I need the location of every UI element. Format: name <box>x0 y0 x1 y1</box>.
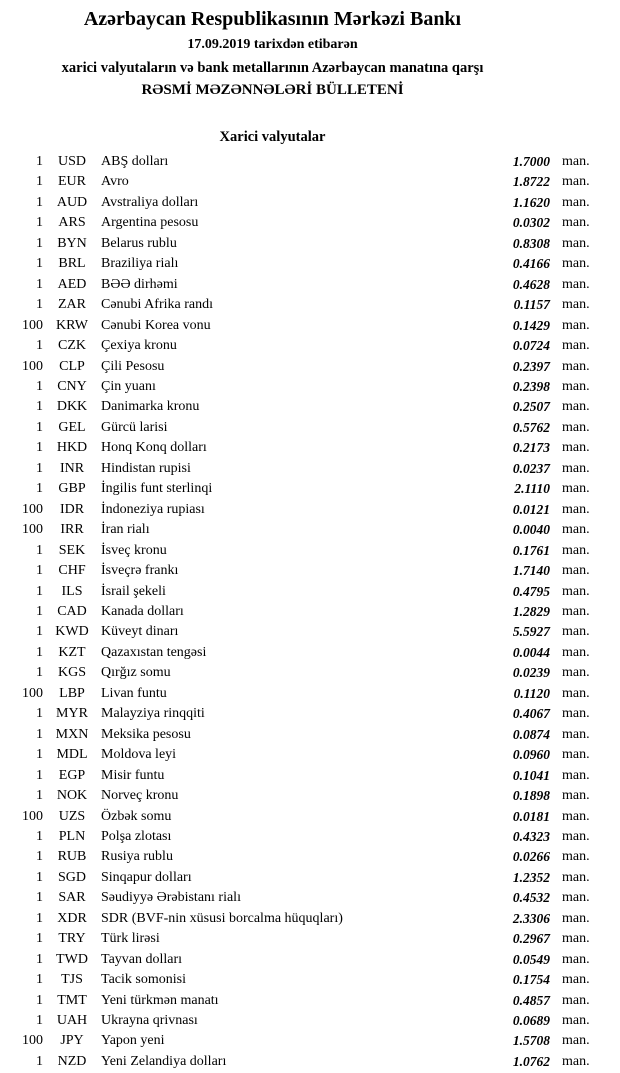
currency-quantity: 1 <box>36 215 43 231</box>
unit-label: man. <box>562 460 590 476</box>
unit-label: man. <box>562 951 590 967</box>
currency-name: Yapon yeni <box>101 1033 165 1049</box>
currency-code: MDL <box>56 747 88 763</box>
currency-name: Gürcü larisi <box>101 419 168 435</box>
currency-code: USD <box>57 154 86 169</box>
currency-code: AED <box>57 276 87 292</box>
exchange-rate: 1.2352 <box>512 869 550 885</box>
currency-name: Kanada dolları <box>101 603 184 619</box>
table-row <box>0 172 620 192</box>
table-row <box>0 1052 620 1072</box>
table-row <box>0 950 620 970</box>
currency-rates-table <box>0 152 620 1072</box>
currency-name: Yeni Zelandiya dolları <box>101 1053 227 1069</box>
currency-quantity: 1 <box>36 644 43 660</box>
unit-label: man. <box>562 358 590 374</box>
exchange-rate: 0.1754 <box>512 972 550 988</box>
exchange-rate: 1.8722 <box>512 174 550 190</box>
table-row <box>0 377 620 397</box>
unit-label: man. <box>562 685 590 701</box>
exchange-rate: 1.0762 <box>512 1053 550 1069</box>
currency-name: Tayvan dolları <box>101 951 183 967</box>
table-row <box>0 704 620 724</box>
exchange-rate: 0.0044 <box>512 644 550 660</box>
table-row <box>0 684 620 704</box>
table-row <box>0 663 620 683</box>
currency-name: Çili Pesosu <box>101 358 165 374</box>
currency-name: Sinqapur dolları <box>101 869 192 885</box>
unit-label: man. <box>562 501 590 517</box>
currency-name: Səudiyyə Ərəbistanı rialı <box>101 890 241 906</box>
unit-label: man. <box>562 378 590 394</box>
currency-code: CZK <box>58 338 86 354</box>
table-row <box>0 643 620 663</box>
currency-quantity: 1 <box>36 767 43 783</box>
unit-label: man. <box>562 256 590 272</box>
currency-code: NZD <box>57 1053 87 1069</box>
unit-label: man. <box>562 828 590 844</box>
table-row <box>0 786 620 806</box>
currency-code: XDR <box>57 910 87 926</box>
currency-quantity: 1 <box>36 276 43 292</box>
unit-label: man. <box>562 706 590 722</box>
table-row <box>0 234 620 254</box>
currency-code: KWD <box>55 624 89 640</box>
currency-code: HKD <box>56 440 88 456</box>
exchange-rate: 0.0549 <box>512 951 550 967</box>
table-row <box>0 479 620 499</box>
currency-code: ILS <box>61 583 83 599</box>
currency-code: LBP <box>59 685 85 701</box>
currency-name: Malayziya rinqqiti <box>101 706 205 722</box>
currency-code: ZAR <box>58 297 86 313</box>
table-row <box>0 602 620 622</box>
exchange-rate: 0.0040 <box>512 522 550 538</box>
exchange-rate: 1.7000 <box>512 154 550 169</box>
table-row <box>0 622 620 642</box>
unit-label: man. <box>562 931 590 947</box>
currency-quantity: 1 <box>36 747 43 763</box>
exchange-rate: 0.4067 <box>512 706 550 722</box>
currency-code: SGD <box>57 869 86 885</box>
currency-name: Qazaxıstan tengəsi <box>101 644 207 660</box>
currency-quantity: 100 <box>22 808 43 824</box>
exchange-rate: 0.1429 <box>512 317 550 333</box>
currency-quantity: 1 <box>36 624 43 640</box>
currency-name: Belarus rublu <box>101 235 177 251</box>
unit-label: man. <box>562 1033 590 1049</box>
unit-label: man. <box>562 194 590 210</box>
currency-code: MXN <box>55 726 89 742</box>
currency-quantity: 1 <box>36 419 43 435</box>
currency-quantity: 1 <box>36 399 43 415</box>
currency-name: Hindistan rupisi <box>101 460 191 476</box>
currency-quantity: 1 <box>36 706 43 722</box>
currency-code: CLP <box>59 358 85 374</box>
currency-quantity: 1 <box>36 378 43 394</box>
currency-name: İsrail şekeli <box>101 583 166 599</box>
table-row <box>0 193 620 213</box>
unit-label: man. <box>562 297 590 313</box>
currency-quantity: 1 <box>36 1053 43 1069</box>
exchange-rate: 0.2173 <box>512 440 550 456</box>
table-row <box>0 541 620 561</box>
currency-quantity: 1 <box>36 665 43 681</box>
currency-quantity: 1 <box>36 460 43 476</box>
currency-quantity: 1 <box>36 992 43 1008</box>
currency-quantity: 1 <box>36 726 43 742</box>
exchange-rate: 0.2967 <box>512 931 550 947</box>
currency-quantity: 1 <box>36 931 43 947</box>
table-row <box>0 929 620 949</box>
bank-name-title: Azərbaycan Respublikasının Mərkəzi Bankı <box>83 8 462 30</box>
currency-code: GBP <box>58 481 86 497</box>
table-row <box>0 152 620 172</box>
currency-code: BRL <box>58 256 86 272</box>
currency-quantity: 1 <box>36 235 43 251</box>
currency-quantity: 1 <box>36 890 43 906</box>
currency-name: Moldova leyi <box>101 747 177 763</box>
currency-quantity: 1 <box>36 297 43 313</box>
exchange-rate: 0.5762 <box>512 419 550 435</box>
unit-label: man. <box>562 154 590 169</box>
currency-name: İsveçrə frankı <box>101 563 179 579</box>
currency-name: Braziliya rialı <box>101 256 179 272</box>
table-row <box>0 745 620 765</box>
table-row <box>0 582 620 602</box>
currency-code: PLN <box>58 828 86 844</box>
currency-code: RUB <box>57 849 87 865</box>
currency-name: İsveç kronu <box>101 542 167 558</box>
exchange-rate: 1.5708 <box>512 1033 550 1049</box>
unit-label: man. <box>562 624 590 640</box>
unit-label: man. <box>562 747 590 763</box>
table-row <box>0 561 620 581</box>
exchange-rate: 2.1110 <box>514 481 550 497</box>
exchange-rate: 0.0302 <box>512 215 550 231</box>
currency-quantity: 1 <box>36 828 43 844</box>
currency-quantity: 1 <box>36 542 43 558</box>
currency-code: IRR <box>60 522 84 538</box>
exchange-rate: 0.0239 <box>512 665 550 681</box>
currency-name: Livan funtu <box>101 685 167 701</box>
currency-quantity: 100 <box>22 317 43 333</box>
unit-label: man. <box>562 665 590 681</box>
exchange-rate: 0.4323 <box>512 828 550 844</box>
exchange-rate: 0.4628 <box>512 276 550 292</box>
currency-name: Özbək somu <box>101 808 172 824</box>
bulletin-subtitle: xarici valyutaların və bank metallarının Azərbaycan manatına qarşı <box>61 60 484 76</box>
currency-name: İngilis funt sterlinqi <box>101 481 213 497</box>
exchange-rate: 0.0121 <box>512 501 550 517</box>
bulletin-title: RƏSMİ MƏZƏNNƏLƏRİ BÜLLETENİ <box>141 82 404 98</box>
table-row <box>0 1011 620 1031</box>
currency-name: Çexiya kronu <box>101 338 177 354</box>
unit-label: man. <box>562 603 590 619</box>
unit-label: man. <box>562 235 590 251</box>
table-row <box>0 295 620 315</box>
currency-name: Honq Konq dolları <box>101 440 207 456</box>
currency-quantity: 1 <box>36 972 43 988</box>
table-row <box>0 418 620 438</box>
currency-quantity: 100 <box>22 1033 43 1049</box>
currency-name: Küveyt dinarı <box>101 624 179 640</box>
currency-name: ABŞ dolları <box>101 154 169 169</box>
currency-quantity: 1 <box>36 174 43 190</box>
currency-quantity: 100 <box>22 522 43 538</box>
bulletin-header <box>0 0 545 99</box>
currency-code: DKK <box>56 399 88 415</box>
unit-label: man. <box>562 1053 590 1069</box>
currency-name: Rusiya rublu <box>101 849 173 865</box>
currency-code: ARS <box>58 215 86 231</box>
currency-code: MYR <box>56 706 88 722</box>
currency-code: KGS <box>57 665 86 681</box>
exchange-rate: 0.1761 <box>512 542 550 558</box>
table-row <box>0 807 620 827</box>
unit-label: man. <box>562 174 590 190</box>
exchange-rate: 0.1898 <box>512 788 550 804</box>
currency-name: Danimarka kronu <box>101 399 200 415</box>
currency-code: CHF <box>58 563 86 579</box>
currency-name: Avstraliya dolları <box>101 194 199 210</box>
exchange-rate: 1.1620 <box>512 194 550 210</box>
unit-label: man. <box>562 276 590 292</box>
currency-quantity: 1 <box>36 788 43 804</box>
table-row <box>0 336 620 356</box>
currency-code: KZT <box>58 644 86 660</box>
currency-name: İran rialı <box>101 522 150 538</box>
unit-label: man. <box>562 215 590 231</box>
currency-code: KRW <box>56 317 88 333</box>
unit-label: man. <box>562 808 590 824</box>
currency-code: TRY <box>58 931 86 947</box>
currency-quantity: 1 <box>36 603 43 619</box>
currency-code: JPY <box>60 1033 84 1049</box>
unit-label: man. <box>562 338 590 354</box>
unit-label: man. <box>562 399 590 415</box>
currency-code: SAR <box>58 890 86 906</box>
table-row <box>0 357 620 377</box>
unit-label: man. <box>562 972 590 988</box>
exchange-rate: 0.1120 <box>513 685 550 701</box>
currency-name: SDR (BVF-nin xüsusi borcalma hüquqları) <box>101 910 343 926</box>
currency-code: UAH <box>56 1013 88 1029</box>
exchange-rate: 0.0689 <box>512 1013 550 1029</box>
unit-label: man. <box>562 563 590 579</box>
exchange-rate: 0.0266 <box>512 849 550 865</box>
exchange-rate: 0.4795 <box>512 583 550 599</box>
currency-quantity: 1 <box>36 951 43 967</box>
unit-label: man. <box>562 910 590 926</box>
exchange-rate: 0.2398 <box>512 378 550 394</box>
unit-label: man. <box>562 726 590 742</box>
table-row <box>0 500 620 520</box>
currency-name: Misir funtu <box>101 767 165 783</box>
currency-quantity: 100 <box>22 358 43 374</box>
currency-name: Cənubi Korea vonu <box>101 317 211 333</box>
currency-code: INR <box>59 460 85 476</box>
unit-label: man. <box>562 542 590 558</box>
currency-name: Norveç kronu <box>101 788 179 804</box>
currency-name: Ukrayna qrivnası <box>101 1013 198 1029</box>
exchange-rate: 0.0181 <box>512 808 550 824</box>
currency-quantity: 1 <box>36 583 43 599</box>
table-row <box>0 847 620 867</box>
exchange-rate: 5.5927 <box>512 624 550 640</box>
table-row <box>0 438 620 458</box>
currency-name: İndoneziya rupiası <box>101 501 205 517</box>
unit-label: man. <box>562 583 590 599</box>
currency-quantity: 1 <box>36 910 43 926</box>
unit-label: man. <box>562 419 590 435</box>
currency-name: Tacik somonisi <box>101 972 186 988</box>
currency-code: TJS <box>61 972 83 988</box>
exchange-rate: 0.4857 <box>512 992 550 1008</box>
unit-label: man. <box>562 849 590 865</box>
currency-name: Avro <box>101 174 129 190</box>
currency-code: CAD <box>57 603 87 619</box>
unit-label: man. <box>562 440 590 456</box>
currency-code: EUR <box>58 174 86 190</box>
currency-quantity: 1 <box>36 563 43 579</box>
currency-name: Çin yuanı <box>101 378 156 394</box>
table-row <box>0 275 620 295</box>
table-row <box>0 909 620 929</box>
exchange-rate: 0.2507 <box>512 399 550 415</box>
unit-label: man. <box>562 890 590 906</box>
currency-code: TWD <box>56 951 88 967</box>
currency-quantity: 1 <box>36 338 43 354</box>
currency-name: BƏƏ dirhəmi <box>101 276 178 292</box>
currency-quantity: 100 <box>22 685 43 701</box>
currency-quantity: 1 <box>36 154 43 169</box>
table-row <box>0 725 620 745</box>
unit-label: man. <box>562 788 590 804</box>
currency-code: UZS <box>58 808 86 824</box>
table-row <box>0 213 620 233</box>
table-row <box>0 459 620 479</box>
table-row <box>0 991 620 1011</box>
currency-code: SEK <box>58 542 86 558</box>
currency-code: AUD <box>56 194 88 210</box>
table-row <box>0 1031 620 1051</box>
currency-name: Polşa zlotası <box>101 828 172 844</box>
currency-name: Cənubi Afrika randı <box>101 297 213 313</box>
currency-quantity: 1 <box>36 849 43 865</box>
exchange-rate: 0.0724 <box>512 338 550 354</box>
unit-label: man. <box>562 869 590 885</box>
effective-date: 17.09.2019 tarixdən etibarən <box>187 37 358 52</box>
currency-code: BYN <box>57 235 87 251</box>
exchange-rate: 0.0237 <box>512 460 550 476</box>
currency-quantity: 1 <box>36 869 43 885</box>
table-row <box>0 766 620 786</box>
exchange-rate: 0.4532 <box>512 890 550 906</box>
exchange-rate: 0.2397 <box>512 358 550 374</box>
table-row <box>0 827 620 847</box>
currency-quantity: 1 <box>36 256 43 272</box>
table-row <box>0 520 620 540</box>
currency-quantity: 1 <box>36 194 43 210</box>
currency-code: IDR <box>59 501 85 517</box>
currency-code: GEL <box>58 419 86 435</box>
unit-label: man. <box>562 644 590 660</box>
unit-label: man. <box>562 992 590 1008</box>
unit-label: man. <box>562 767 590 783</box>
table-row <box>0 888 620 908</box>
table-row <box>0 316 620 336</box>
exchange-rate: 2.3306 <box>512 910 550 926</box>
section-title-foreign-currencies: Xarici valyutalar <box>219 129 326 145</box>
currency-code: TMT <box>57 992 87 1008</box>
currency-quantity: 1 <box>36 1013 43 1029</box>
table-row <box>0 868 620 888</box>
exchange-rate: 1.7140 <box>512 563 550 579</box>
exchange-rate: 0.0874 <box>512 726 550 742</box>
unit-label: man. <box>562 317 590 333</box>
exchange-rate: 0.4166 <box>512 256 550 272</box>
currency-name: Türk lirəsi <box>101 931 160 947</box>
currency-name: Qırğız somu <box>101 665 171 681</box>
exchange-rate: 1.2829 <box>512 603 550 619</box>
currency-quantity: 1 <box>36 440 43 456</box>
currency-quantity: 1 <box>36 481 43 497</box>
currency-code: EGP <box>58 767 86 783</box>
exchange-rate: 0.1157 <box>513 297 550 313</box>
unit-label: man. <box>562 522 590 538</box>
table-row <box>0 254 620 274</box>
exchange-rate: 0.0960 <box>512 747 550 763</box>
currency-name: Yeni türkmən manatı <box>101 992 219 1008</box>
currency-name: Meksika pesosu <box>101 726 191 742</box>
currency-quantity: 100 <box>22 501 43 517</box>
exchange-rate: 0.1041 <box>512 767 550 783</box>
unit-label: man. <box>562 1013 590 1029</box>
unit-label: man. <box>562 481 590 497</box>
currency-code: CNY <box>57 378 87 394</box>
exchange-rate: 0.8308 <box>512 235 550 251</box>
currency-name: Argentina pesosu <box>101 215 199 231</box>
table-row <box>0 970 620 990</box>
table-row <box>0 397 620 417</box>
currency-code: NOK <box>56 788 88 804</box>
